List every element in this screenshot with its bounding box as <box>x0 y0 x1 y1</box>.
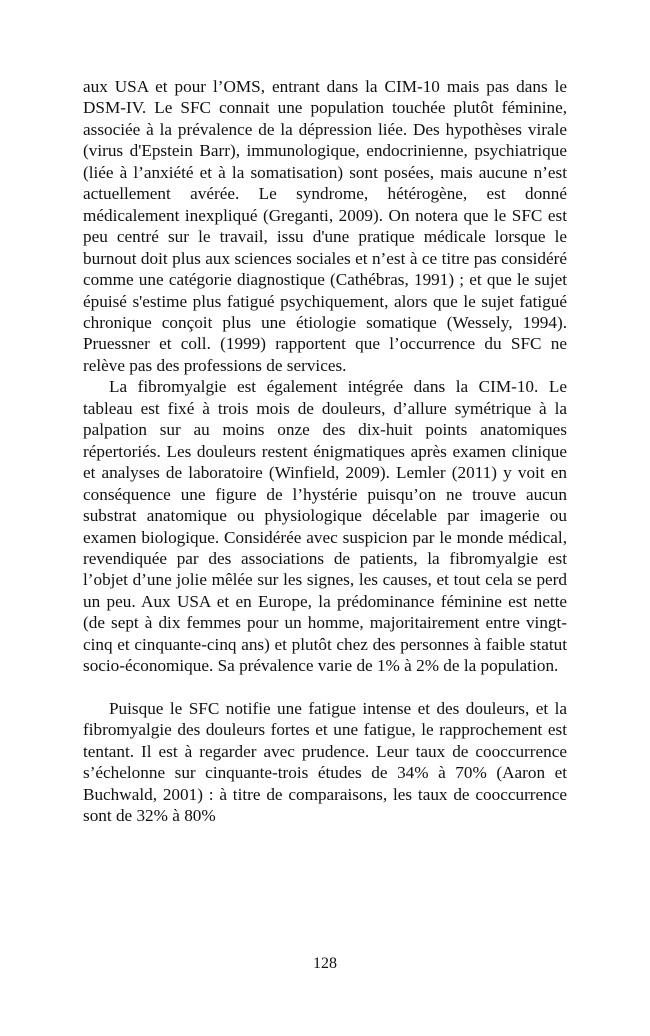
page-number: 128 <box>313 955 337 972</box>
paragraph-sfc: aux USA et pour l’OMS, entrant dans la CIM-10 mais pas dans le DSM-IV. Le SFC connait une population touchée plutôt féminine, associée à la prévalence de la dépression liée. Des hypothèses virale (virus d'Epstein Barr), immunologique, endocrinienne, psychiatrique (liée à l’anxiété et à la somatisation) sont posées, mais aucune n’est actuellement avérée. Le syndrome, hétérogène, est donné médicalement inexpliqué (Greganti, 2009). On notera que le SFC est peu centré sur le travail, issu d'une pratique médicale lorsque le burnout doit plus aux sciences sociales et n’est à ce titre pas considéré comme une catégorie diagnostique (Cathébras, 1991) ; et que le sujet épuisé s'estime plus fatigué psychiquement, alors que le sujet fatigué chronique conçoit plus une étiologie somatique (Wessely, 1994). Pruessner et coll. (1999) rapportent que l’occurrence du SFC ne relève pas des professions de services. <box>83 77 567 375</box>
paragraph-cooccurrence: Puisque le SFC notifie une fatigue intense et des douleurs, et la fibromyalgie des douleurs fortes et une fatigue, le rapprochement est tentant. Il est à regarder avec prudence. Leur taux de cooccurrence s’échelonne sur cinquante-trois études de 34% à 70% (Aaron et Buchwald, 2001) : à titre de comparaisons, les taux de cooccurrence sont de 32% à 80% <box>83 698 567 825</box>
paragraph-fibromyalgie: La fibromyalgie est également intégrée dans la CIM-10. Le tableau est fixé à trois mois de douleurs, d’allure symétrique à la palpation sur au moins onze des dix-huit points anatomiques répertoriés. Les douleurs restent énigmatiques après examen clinique et analyses de laboratoire (Winfield, 2009). Lemler (2011) y voit en conséquence une figure de l’hystérie puisqu’on ne trouve aucun substrat anatomique ou physiologique décelable par imagerie ou examen biologique. Considérée avec suspicion par le monde médical, revendiquée par des associations de patients, la fibromyalgie est l’objet d’une jolie mêlée sur les signes, les causes, et tout cela se perd un peu. Aux USA et en Europe, la prédominance féminine est nette (de sept à dix femmes pour un homme, majoritairement entre vingt-cinq et cinquante-cinq ans) et plutôt chez des personnes à faible statut socio-économique. Sa prévalence varie de 1% à 2% de la population. <box>83 377 567 676</box>
page-body <box>83 76 567 826</box>
